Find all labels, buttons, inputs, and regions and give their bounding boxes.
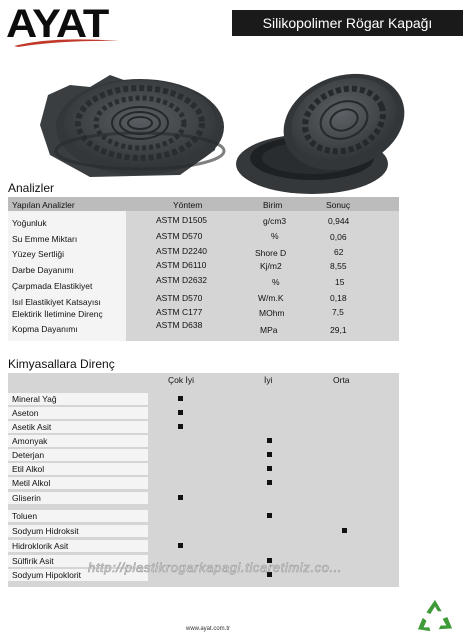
watermark-url: http://plastikrogarkapagi.ticaretimiz.co... — [88, 560, 343, 575]
analysis-row-unit: MPa — [260, 325, 278, 335]
analysis-row-result: 0,944 — [328, 216, 350, 226]
header-yontem: Yöntem — [173, 200, 203, 210]
kimyasal-title: Kimyasallara Direnç — [8, 357, 115, 371]
chemical-name: Sodyum Hipoklorit — [12, 570, 81, 580]
analysis-row-unit: % — [271, 231, 279, 241]
rating-mark — [178, 495, 183, 500]
rating-mark — [178, 424, 183, 429]
chemical-resistance-table — [8, 373, 399, 587]
analysis-row-name: Yoğunluk — [12, 218, 47, 228]
analysis-row-method: ASTM D6110 — [156, 260, 207, 270]
chemical-name: Amonyak — [12, 436, 48, 446]
analysis-table — [8, 197, 399, 341]
logo-text: AYAT — [6, 2, 109, 46]
header-iyi: İyi — [264, 375, 273, 385]
analysis-row-result: 7,5 — [332, 307, 344, 317]
rating-mark — [267, 513, 272, 518]
analysis-row-name: Isıl Elastikiyet Katsayısı — [12, 297, 101, 307]
header-sonuc: Sonuç — [326, 200, 351, 210]
analysis-row-unit: Shore D — [255, 248, 287, 258]
chemical-name: Deterjan — [12, 450, 45, 460]
analysis-row-unit: MOhm — [259, 308, 285, 318]
chemical-name: Etil Alkol — [12, 464, 45, 474]
analysis-row-result: 29,1 — [330, 325, 347, 335]
analysis-row-name: Yüzey Sertliği — [12, 249, 64, 259]
logo-swoosh-icon — [12, 38, 122, 48]
analysis-row-result: 62 — [334, 247, 344, 257]
analysis-row-unit: Kj/m2 — [260, 261, 282, 271]
analysis-name-column — [8, 211, 126, 341]
analysis-row-method: ASTM D570 — [156, 293, 203, 303]
rating-mark — [267, 438, 272, 443]
analysis-row-name: Kopma Dayanımı — [12, 324, 78, 334]
analysis-row-result: 0,06 — [330, 232, 347, 242]
analysis-row-name: Su Emme Miktarı — [12, 234, 78, 244]
analysis-row-result: 15 — [335, 277, 345, 287]
chemical-name: Sodyum Hidroksit — [12, 526, 79, 536]
analysis-row-method: ASTM D570 — [156, 231, 203, 241]
chemical-name: Toluen — [12, 511, 38, 521]
analysis-row-name: Çarpmada Elastikiyet — [12, 281, 93, 291]
rating-mark — [267, 480, 272, 485]
chemical-name: Hidroklorik Asit — [12, 541, 69, 551]
recycle-icon — [416, 598, 454, 634]
chemical-name: Aseton — [12, 408, 39, 418]
manhole-cover-closed-image — [30, 55, 230, 185]
analysis-row-method: ASTM D1505 — [156, 215, 208, 225]
analysis-row-method: ASTM D638 — [156, 320, 203, 330]
footer-url: www.ayat.com.tr — [186, 626, 231, 632]
analysis-row-method: ASTM C177 — [156, 307, 203, 317]
chemical-name: Sülfirik Asit — [12, 556, 54, 566]
chemical-name: Mineral Yağ — [12, 394, 57, 404]
rating-mark — [267, 452, 272, 457]
brand-logo — [6, 4, 146, 48]
analysis-row-unit: W/m.K — [258, 293, 284, 303]
chemical-name: Asetik Asit — [12, 422, 52, 432]
chemical-name: Gliserin — [12, 493, 41, 503]
analysis-row-method: ASTM D2632 — [156, 275, 208, 285]
analysis-row-result: 0,18 — [330, 293, 347, 303]
chemical-name: Metil Alkol — [12, 478, 51, 488]
page-title: Silikopolimer Rögar Kapağı — [232, 10, 463, 36]
header-birim: Birim — [263, 200, 283, 210]
rating-mark — [178, 396, 183, 401]
analysis-row-method: ASTM D2240 — [156, 246, 208, 256]
analysis-row-unit: g/cm3 — [263, 216, 287, 226]
analysis-row-result: 8,55 — [330, 261, 347, 271]
analysis-row-name: Darbe Dayanımı — [12, 265, 74, 275]
analysis-row-unit: % — [272, 277, 280, 287]
analysis-row-name: Elektirik İletimine Direnç — [12, 309, 103, 319]
manhole-cover-open-image — [232, 72, 422, 200]
header-orta: Orta — [333, 375, 350, 385]
rating-mark — [178, 410, 183, 415]
rating-mark — [267, 466, 272, 471]
header-cok-iyi: Çok İyi — [168, 375, 194, 385]
analizler-title: Analizler — [8, 181, 55, 195]
header-analiz: Yapılan Analizler — [12, 200, 75, 210]
rating-mark — [178, 543, 183, 548]
rating-mark — [342, 528, 347, 533]
